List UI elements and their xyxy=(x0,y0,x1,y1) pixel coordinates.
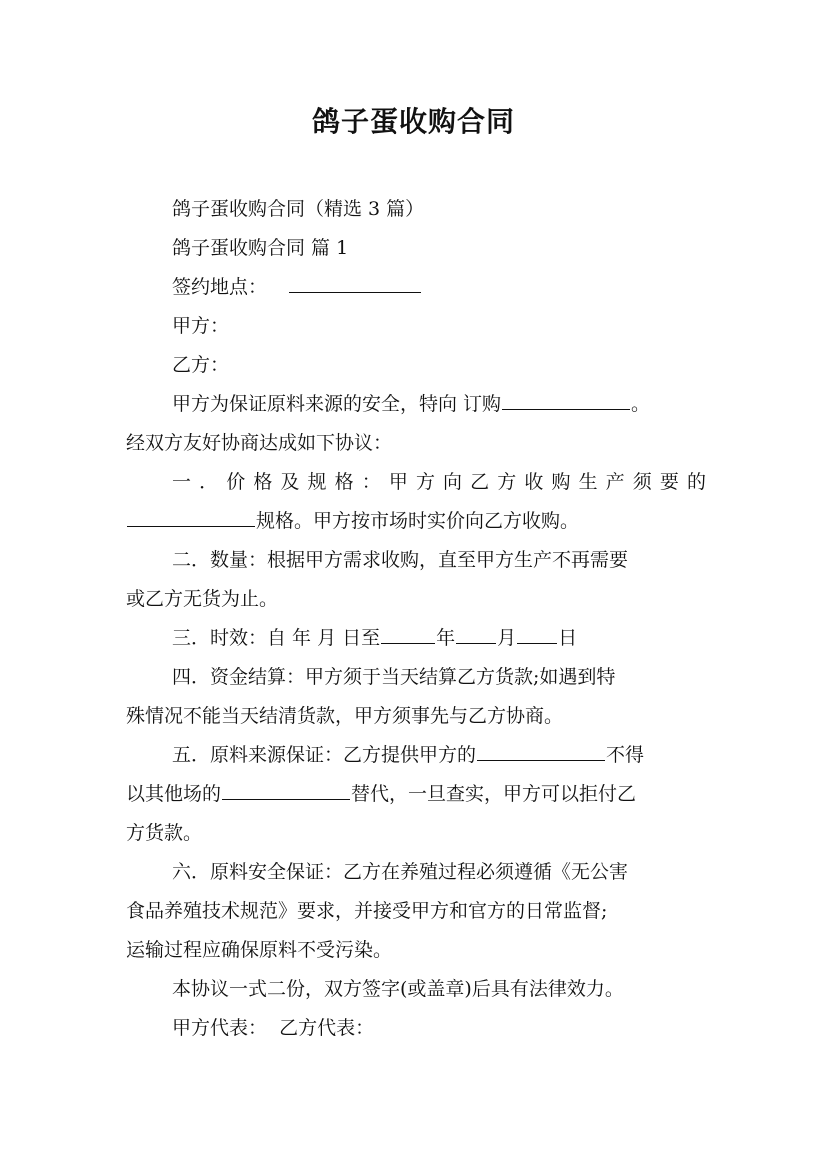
document-body xyxy=(126,190,706,1048)
supply-item-blank xyxy=(477,740,605,761)
clause-4-line-1: 四．资金结算：甲方须于当天结算乙方货款;如遇到特 xyxy=(172,666,616,688)
validity-line: 本协议一式二份，双方签字(或盖章)后具有法律效力。 xyxy=(172,978,624,1000)
subtitle-line: 鸽子蛋收购合同（精选 3 篇） xyxy=(172,198,425,220)
document-title: 鸽子蛋收购合同 xyxy=(311,105,515,138)
purpose-text: 甲方为保证原料来源的安全，特向 订购 xyxy=(172,393,502,415)
day-label: 日 xyxy=(558,627,578,649)
agreement-intro-line: 经双方友好协商达成如下协议： xyxy=(126,432,393,454)
clause-3-text: 三．时效：自 年 月 日至 xyxy=(172,627,381,649)
section-heading: 鸽子蛋收购合同 篇 1 xyxy=(172,237,349,259)
clause-1-line-2 xyxy=(126,502,706,541)
clause-1-text-2: 规格。甲方按市场时实价向乙方收购。 xyxy=(256,510,580,532)
clause-5-text-1: 五．原料来源保证：乙方提供甲方的 xyxy=(172,744,477,766)
signing-location-line xyxy=(126,268,706,307)
order-item-blank xyxy=(502,389,630,410)
clause-6-line-2: 食品养殖技术规范》要求，并接受甲方和官方的日常监督; xyxy=(126,900,608,922)
end-year-blank xyxy=(381,623,435,644)
clause-4-line-2: 殊情况不能当天结清货款，甲方须事先与乙方协商。 xyxy=(126,705,564,727)
signing-location-label: 签约地点： xyxy=(172,276,268,298)
clause-5-line-3: 方货款。 xyxy=(126,822,203,844)
clause-2-line-2: 或乙方无货为止。 xyxy=(126,588,279,610)
clause-5-text-3: 以其他场的 xyxy=(126,783,222,805)
clause-5-line-1 xyxy=(126,736,706,775)
signing-location-blank xyxy=(289,272,421,293)
party-a-line: 甲方： xyxy=(172,315,230,337)
clause-1-line-1: 一．价格及规格：甲方向乙方收购生产须要的 xyxy=(172,471,706,493)
clause-5-text-4: 替代，一旦查实，甲方可以拒付乙 xyxy=(351,783,637,805)
month-label: 月 xyxy=(497,627,517,649)
spec-blank xyxy=(127,506,255,527)
year-label: 年 xyxy=(436,627,456,649)
representatives-line: 甲方代表： 乙方代表： xyxy=(172,1017,375,1039)
party-b-line: 乙方： xyxy=(172,354,230,376)
purpose-end: 。 xyxy=(631,393,651,415)
end-month-blank xyxy=(456,623,496,644)
substitute-blank xyxy=(222,779,350,800)
clause-6-line-3: 运输过程应确保原料不受污染。 xyxy=(126,939,393,961)
end-day-blank xyxy=(517,623,557,644)
purpose-line xyxy=(126,385,706,424)
clause-2-line-1: 二．数量：根据甲方需求收购，直至甲方生产不再需要 xyxy=(172,549,629,571)
clause-5-text-2: 不得 xyxy=(606,744,645,766)
clause-6-line-1: 六．原料安全保证：乙方在养殖过程必须遵循《无公害 xyxy=(172,861,629,883)
clause-5-line-2 xyxy=(126,775,706,814)
clause-3-line xyxy=(126,619,706,658)
